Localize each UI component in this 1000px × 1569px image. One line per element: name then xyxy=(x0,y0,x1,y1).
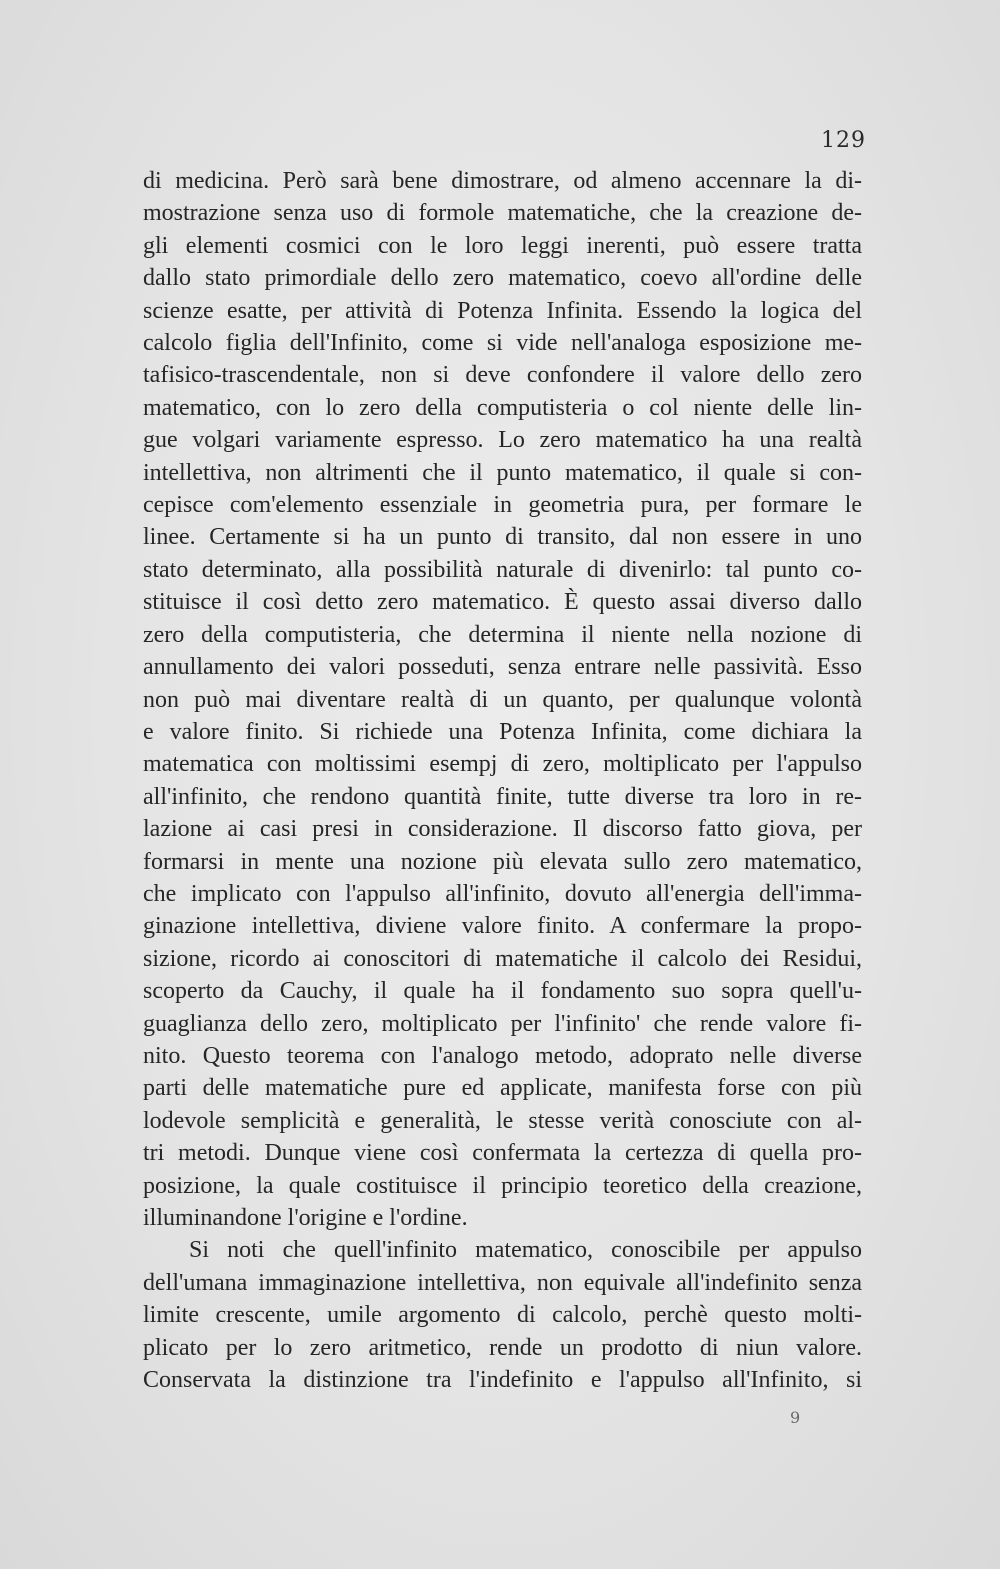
signature-mark: 9 xyxy=(790,1408,801,1427)
text-line: scienze esatte, per attività di Potenza Infinita. Essendo la logica del xyxy=(143,297,862,324)
text-line: zero della computisteria, che determina il niente nella nozione di xyxy=(143,621,862,648)
text-line: all'infinito, che rendono quantità finite, tutte diverse tra loro in re- xyxy=(143,783,862,810)
text-line: matematica con moltissimi esempj di zero, moltiplicato per l'appulso xyxy=(143,751,862,778)
text-line: lazione ai casi presi in considerazione. Il discorso fatto giova, per xyxy=(143,816,862,843)
text-line: parti delle matematiche pure ed applicate, manifesta forse con più xyxy=(143,1075,862,1102)
text-line: formarsi in mente una nozione più elevata sullo zero matematico, xyxy=(143,848,862,875)
text-line: annullamento dei valori posseduti, senza entrare nelle passività. Esso xyxy=(143,654,862,681)
text-line: calcolo figlia dell'Infinito, come si vide nell'analoga esposizione me- xyxy=(143,330,862,357)
text-line: posizione, la quale costituisce il principio teoretico della creazione, xyxy=(143,1172,862,1199)
text-line: gue volgari variamente espresso. Lo zero matematico ha una realtà xyxy=(143,427,862,454)
text-line: illuminandone l'origine e l'ordine. xyxy=(143,1205,468,1231)
text-line: linee. Certamente si ha un punto di transito, dal non essere in uno xyxy=(143,524,862,551)
text-line: di medicina. Però sarà bene dimostrare, od almeno accennare la di- xyxy=(143,168,862,194)
text-line: stituisce il così detto zero matematico. È questo assai diverso dallo xyxy=(143,589,862,616)
body-text xyxy=(143,165,862,1396)
text-line: Conservata la distinzione tra l'indefinito e l'appulso all'Infinito, si xyxy=(143,1367,862,1394)
text-line: guaglianza dello zero, moltiplicato per l'infinito' che rende valore fi- xyxy=(143,1010,862,1037)
text-line: non può mai diventare realtà di un quanto, per qualunque volontà xyxy=(143,686,862,713)
text-line: mostrazione senza uso di formole matematiche, che la creazione de- xyxy=(143,200,862,227)
text-line: cepisce com'elemento essenziale in geometria pura, per formare le xyxy=(143,492,862,519)
text-line: stato determinato, alla possibilità naturale di divenirlo: tal punto co- xyxy=(143,556,862,583)
text-line: sizione, ricordo ai conoscitori di matematiche il calcolo dei Residui, xyxy=(143,945,862,972)
text-line: che implicato con l'appulso all'infinito, dovuto all'energia dell'imma- xyxy=(143,880,862,907)
text-line: matematico, con lo zero della computisteria o col niente delle lin- xyxy=(143,394,862,421)
text-line: lodevole semplicità e generalità, le stesse verità conosciute con al- xyxy=(143,1107,862,1134)
text-line: tafisico-trascendentale, non si deve confondere il valore dello zero xyxy=(143,362,862,389)
page-number: 129 xyxy=(821,128,866,153)
text-line: dell'umana immaginazione intellettiva, non equivale all'indefinito senza xyxy=(143,1269,862,1296)
text-line: Si noti che quell'infinito matematico, conoscibile per appulso xyxy=(189,1237,862,1264)
text-line: scoperto da Cauchy, il quale ha il fondamento suo sopra quell'u- xyxy=(143,978,862,1005)
text-line: dallo stato primordiale dello zero matematico, coevo all'ordine delle xyxy=(143,265,862,292)
text-line: gli elementi cosmici con le loro leggi inerenti, può essere tratta xyxy=(143,232,862,259)
text-line: plicato per lo zero aritmetico, rende un prodotto di niun valore. xyxy=(143,1334,862,1361)
text-line: e valore finito. Si richiede una Potenza Infinita, come dichiara la xyxy=(143,718,862,745)
text-line: nito. Questo teorema con l'analogo metodo, adoprato nelle diverse xyxy=(143,1042,862,1069)
text-line: limite crescente, umile argomento di calcolo, perchè questo molti- xyxy=(143,1302,862,1329)
text-line: ginazione intellettiva, diviene valore finito. A confermare la propo- xyxy=(143,913,862,940)
text-line: tri metodi. Dunque viene così confermata la certezza di quella pro- xyxy=(143,1140,862,1167)
text-line: intellettiva, non altrimenti che il punto matematico, il quale si con- xyxy=(143,459,862,486)
